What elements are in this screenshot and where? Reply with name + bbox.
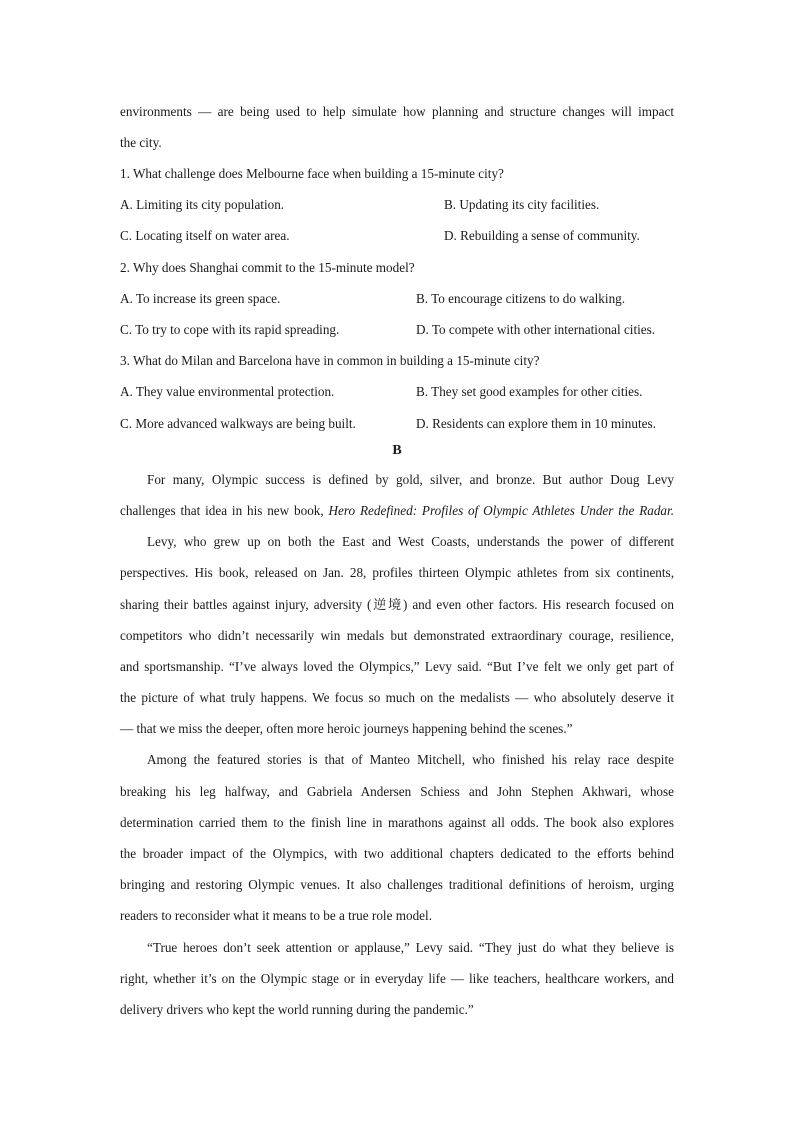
q1-option-b: B. Updating its city facilities.: [444, 197, 600, 212]
q1-option-c: C. Locating itself on water area.: [120, 228, 290, 243]
q1-option-a: A. Limiting its city population.: [120, 197, 285, 212]
paragraph-1-line: For many, Olympic success is defined by gold, silver, and bronze. But author Doug Levy: [147, 472, 674, 487]
paragraph-2-line: perspectives. His book, released on Jan. 28, profiles thirteen Olympic athletes from six continents,: [120, 565, 674, 580]
paragraph-4-line: right, whether it’s on the Olympic stage or in everyday life — like teachers, healthcare workers, and: [120, 971, 674, 986]
paragraph-3-line: bringing and restoring Olympic venues. It also challenges traditional definitions of heroism, urging: [120, 877, 674, 892]
q3-option-b: B. They set good examples for other cities.: [416, 384, 643, 399]
question-1-stem: 1. What challenge does Melbourne face when building a 15-minute city?: [120, 166, 504, 181]
paragraph-4-line: “True heroes don’t seek attention or applause,” Levy said. “They just do what they believe is: [147, 940, 674, 955]
q2-option-b: B. To encourage citizens to do walking.: [416, 291, 626, 306]
paragraph-3-line: Among the featured stories is that of Manteo Mitchell, who finished his relay race despite: [147, 752, 674, 767]
paragraph-2-line: — that we miss the deeper, often more heroic journeys happening behind the scenes.”: [120, 721, 573, 736]
paragraph-1-text: challenges that idea in his new book,: [120, 503, 329, 518]
section-b-heading: B: [392, 443, 402, 458]
q3-option-c: C. More advanced walkways are being built.: [120, 416, 356, 431]
passage-a-line: environments — are being used to help simulate how planning and structure changes will impact: [120, 104, 674, 119]
q2-option-c: C. To try to cope with its rapid spreading.: [120, 322, 340, 337]
q2-option-d: D. To compete with other international cities.: [416, 322, 656, 337]
paragraph-3-line: determination carried them to the finish line in marathons against all odds. The book also explores: [120, 815, 674, 830]
book-title: Hero Redefined: Profiles of Olympic Athletes Under the Radar.: [328, 503, 674, 518]
q3-option-d: D. Residents can explore them in 10 minutes.: [416, 416, 656, 431]
paragraph-2-line: sharing their battles against injury, adversity (逆境) and even other factors. His research focused on: [120, 597, 674, 612]
paragraph-2-line: Levy, who grew up on both the East and West Coasts, understands the power of different: [147, 534, 674, 549]
question-3-stem: 3. What do Milan and Barcelona have in common in building a 15-minute city?: [120, 353, 540, 368]
paragraph-4-line: delivery drivers who kept the world running during the pandemic.”: [120, 1002, 474, 1017]
paragraph-3-line: breaking his leg halfway, and Gabriela Andersen Schiess and John Stephen Akhwari, whose: [120, 784, 674, 799]
paragraph-3-line: readers to reconsider what it means to be a true role model.: [120, 908, 432, 923]
question-2-stem: 2. Why does Shanghai commit to the 15-minute model?: [120, 260, 415, 275]
paragraph-2-line: the picture of what truly happens. We focus so much on the medalists — who absolutely deserve it: [120, 690, 674, 705]
paragraph-2-line: and sportsmanship. “I’ve always loved the Olympics,” Levy said. “But I’ve felt we only get part of: [120, 659, 674, 674]
q3-option-a: A. They value environmental protection.: [120, 384, 335, 399]
q2-option-a: A. To increase its green space.: [120, 291, 281, 306]
q1-option-d: D. Rebuilding a sense of community.: [444, 228, 640, 243]
passage-a-line: the city.: [120, 135, 162, 150]
paragraph-3-line: the broader impact of the Olympics, with two additional chapters dedicated to the efforts behind: [120, 846, 674, 861]
paragraph-1-line: [120, 501, 674, 521]
paragraph-2-line: competitors who didn’t necessarily win medals but demonstrated extraordinary courage, resilience,: [120, 628, 674, 643]
